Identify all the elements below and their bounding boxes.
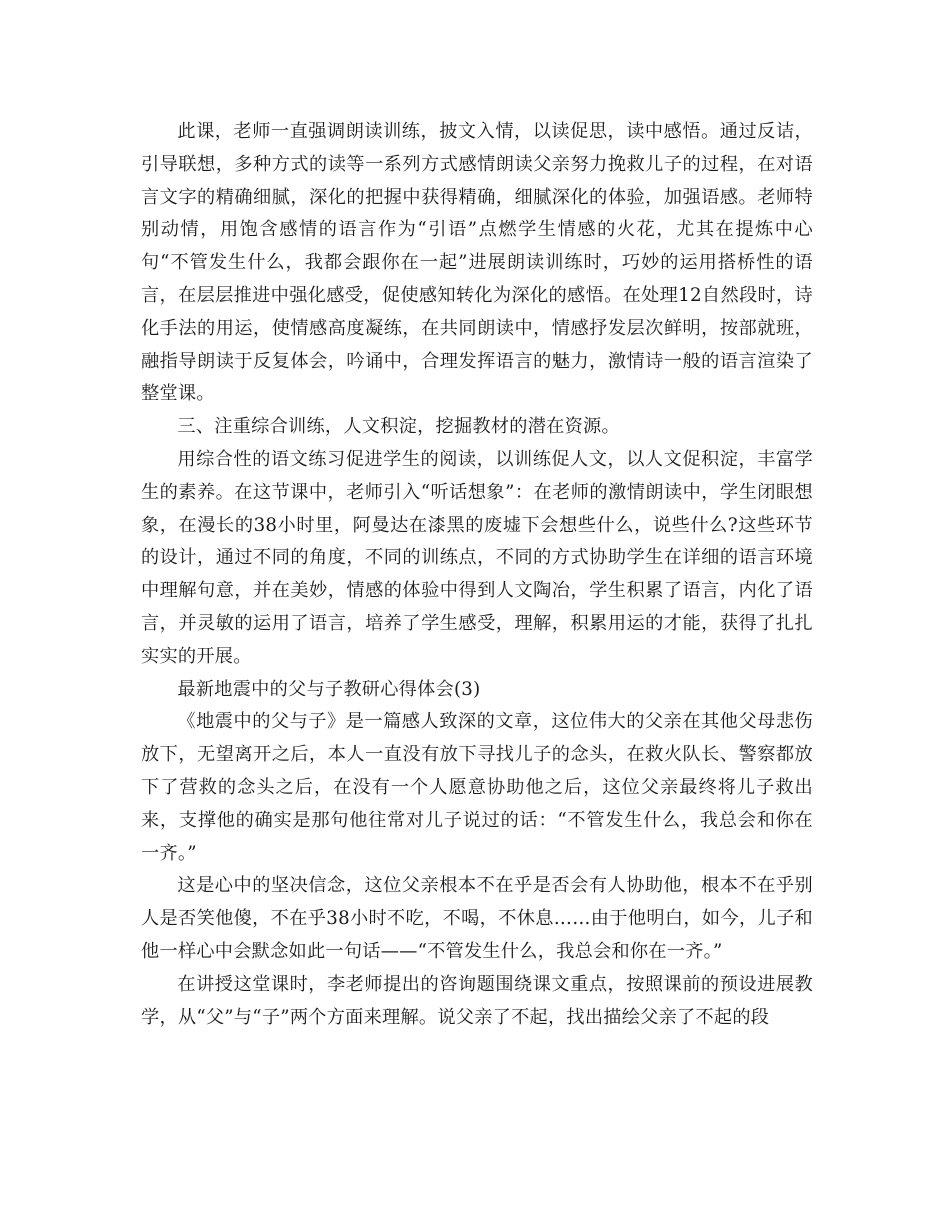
section-heading-three: 三、注重综合训练，人文积淀，挖掘教材的潜在资源。 [177,416,620,438]
paragraph-father-and-son-intro: 《地震中的父与子》是一篇感人致深的文章，这位伟大的父亲在其他父母悲伤放下，无望离开之后，本人一直没有放下寻找儿子的念头，在救火队长、警察都放下了营救的念头之后，在没有一个人愿意协助他之后，这位父亲最终将儿子救出来，支撑他的确实是那句他往常对儿子说过的话：“不管发生什么，我总会和你在一齐。” [141,711,813,864]
paragraph-firm-belief: 这是心中的坚决信念，这位父亲根本不在乎是否会有人协助他，根本不在乎别人是否笑他傻，不在乎38小时不吃，不喝，不休息……由于他明白，如今，儿子和他一样心中会默念如此一句话——“不管发生什么，我总会和你在一齐。” [141,875,813,962]
paragraph-reading-training: 此课，老师一直强调朗读训练，披文入情，以读促思，读中感悟。通过反诘，引导联想，多种方式的读等一系列方式感情朗读父亲努力挽救儿子的过程，在对语言文字的精确细腻，深化的把握中获得精确，细腻深化的体验，加强语感。老师特别动情，用饱含感情的语言作为“引语”点燃学生情感的火花，尤其在提炼中心句“不管发生什么，我都会跟你在一起”进展朗读训练时，巧妙的运用搭桥性的语言，在层层推进中强化感受，促使感知转化为深化的感悟。在处理12自然段时，诗化手法的用运，使情感高度凝练，在共同朗读中，情感抒发层次鲜明，按部就班，融指导朗读于反复体会，吟诵中，合理发挥语言的魅力，激情诗一般的语言渲染了整堂课。 [141,121,813,405]
paragraph-comprehensive-training: 用综合性的语文练习促进学生的阅读，以训练促人文，以人文促积淀，丰富学生的素养。在这节课中，老师引入“听话想象”：在老师的激情朗读中，学生闭眼想象，在漫长的38小时里，阿曼达在漆黑的废墟下会想些什么，说些什么?这些环节的设计，通过不同的角度，不同的训练点，不同的方式协助学生在详细的语言环境中理解句意，并在美妙，情感的体验中得到人文陶冶，学生积累了语言，内化了语言，并灵敏的运用了语言，培养了学生感受，理解，积累用运的才能，获得了扎扎实实的开展。 [141,448,813,667]
paragraph-teaching-approach: 在讲授这堂课时，李老师提出的咨询题围绕课文重点，按照课前的预设进展教学，从“父”与“子”两个方面来理解。说父亲了不起，找出描绘父亲了不起的段 [141,973,813,1028]
document-body [141,116,813,1034]
article-title: 最新地震中的父与子教研心得体会(3) [177,678,481,700]
